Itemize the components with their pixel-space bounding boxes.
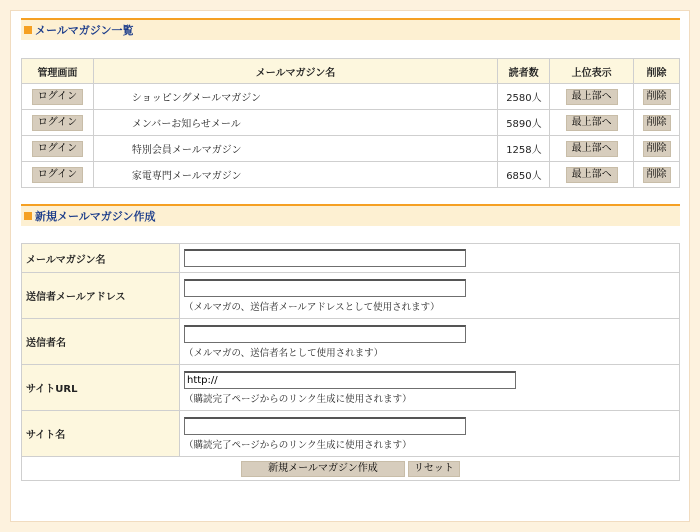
site-name-label: サイト名 [22, 411, 180, 457]
create-magazine-button[interactable]: 新規メールマガジン作成 [241, 461, 405, 477]
magazine-list-table [21, 58, 680, 188]
reader-count: 6850人 [498, 162, 550, 188]
site-url-input[interactable] [184, 371, 516, 389]
magazine-name-input[interactable] [184, 249, 466, 267]
sender-email-input[interactable] [184, 279, 466, 297]
table-row [22, 84, 680, 110]
magazine-name: ショッピングメールマガジン [93, 84, 497, 110]
site-url-label: サイトURL [22, 365, 180, 411]
table-row [22, 162, 680, 188]
magazine-name: メンバーお知らせメール [93, 110, 497, 136]
login-button[interactable]: ログイン [32, 167, 84, 183]
header-admin: 管理画面 [22, 59, 94, 84]
delete-button[interactable]: 削除 [643, 89, 671, 105]
orange-square-icon [24, 26, 32, 34]
header-delete: 削除 [634, 59, 680, 84]
form-row-site-url [22, 365, 680, 411]
sender-name-input[interactable] [184, 325, 466, 343]
delete-button[interactable]: 削除 [643, 141, 671, 157]
create-section-header [21, 204, 680, 226]
move-to-top-button[interactable]: 最上部へ [566, 141, 618, 157]
move-to-top-button[interactable]: 最上部へ [566, 89, 618, 105]
list-section-title: メールマガジン一覧 [35, 24, 134, 37]
magazine-name: 特別会員メールマガジン [93, 136, 497, 162]
magazine-name-label: メールマガジン名 [22, 244, 180, 273]
login-button[interactable]: ログイン [32, 141, 84, 157]
table-header-row [22, 59, 680, 84]
header-name: メールマガジン名 [93, 59, 497, 84]
delete-button[interactable]: 削除 [643, 167, 671, 183]
create-magazine-form [21, 243, 680, 481]
page-frame [10, 10, 690, 522]
reset-button[interactable]: リセット [408, 461, 460, 477]
sender-email-note: （メルマガの、送信者メールアドレスとして使用されます） [184, 301, 440, 313]
header-top: 上位表示 [550, 59, 634, 84]
table-row [22, 136, 680, 162]
list-section-header [21, 18, 680, 40]
reader-count: 1258人 [498, 136, 550, 162]
form-actions-row [22, 457, 680, 481]
sender-email-label: 送信者メールアドレス [22, 273, 180, 319]
login-button[interactable]: ログイン [32, 115, 84, 131]
form-row-site-name [22, 411, 680, 457]
header-readers: 読者数 [498, 59, 550, 84]
sender-name-label: 送信者名 [22, 319, 180, 365]
reader-count: 5890人 [498, 110, 550, 136]
table-row [22, 110, 680, 136]
move-to-top-button[interactable]: 最上部へ [566, 115, 618, 131]
orange-square-icon [24, 212, 32, 220]
magazine-name: 家電専門メールマガジン [93, 162, 497, 188]
form-row-sender-email [22, 273, 680, 319]
move-to-top-button[interactable]: 最上部へ [566, 167, 618, 183]
site-name-note: （購読完了ページからのリンク生成に使用されます） [184, 439, 412, 451]
login-button[interactable]: ログイン [32, 89, 84, 105]
form-row-sender-name [22, 319, 680, 365]
sender-name-note: （メルマガの、送信者名として使用されます） [184, 347, 384, 359]
delete-button[interactable]: 削除 [643, 115, 671, 131]
site-name-input[interactable] [184, 417, 466, 435]
form-row-magazine-name [22, 244, 680, 273]
create-section-title: 新規メールマガジン作成 [35, 210, 156, 223]
site-url-note: （購読完了ページからのリンク生成に使用されます） [184, 393, 412, 405]
reader-count: 2580人 [498, 84, 550, 110]
